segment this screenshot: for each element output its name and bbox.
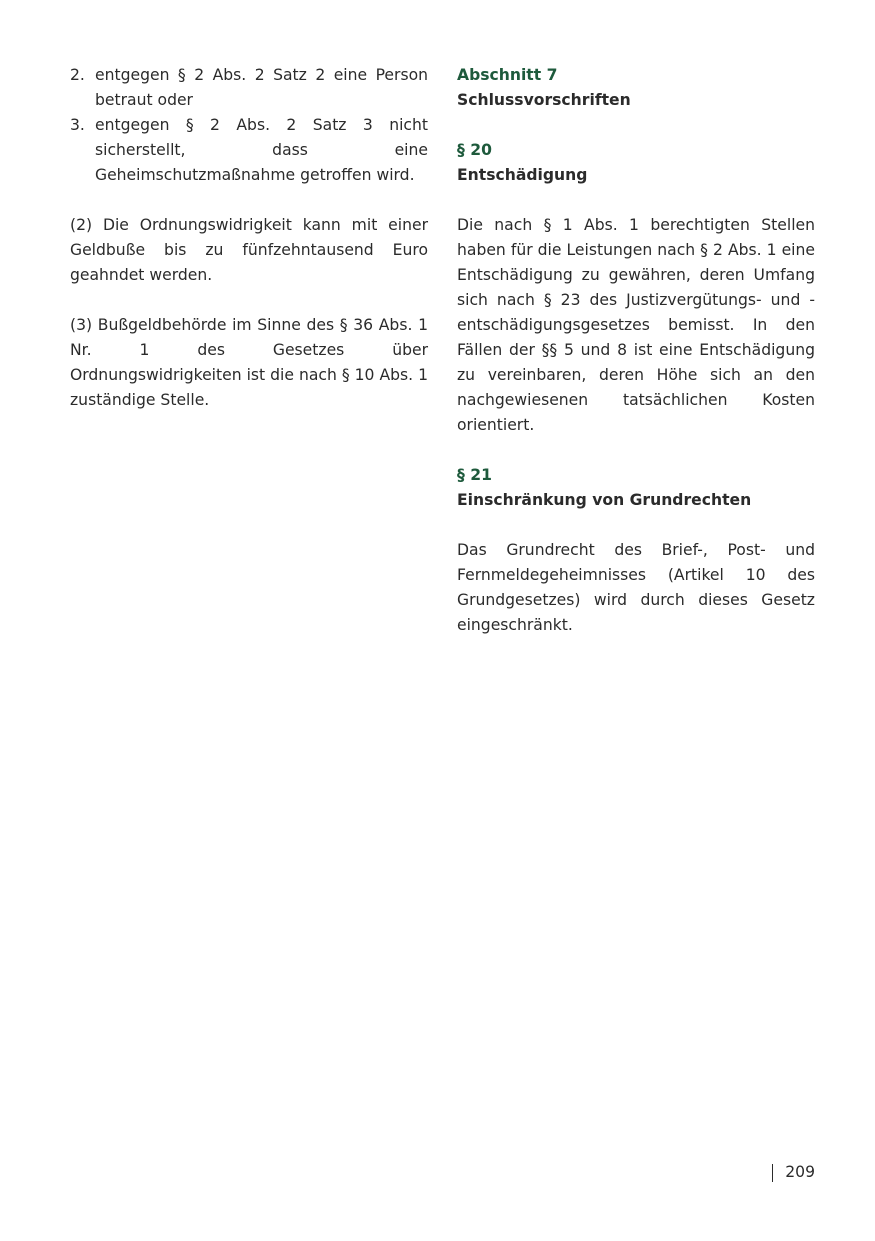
- footer-divider: [772, 1164, 773, 1182]
- offense-list: [70, 63, 428, 188]
- paragraph-20-title: Entschädigung: [457, 166, 588, 184]
- list-item: [70, 63, 428, 113]
- paragraph-21-label: § 21: [457, 466, 492, 484]
- paragraph-20-label: § 20: [457, 141, 492, 159]
- list-item-number: 3.: [70, 116, 85, 134]
- list-item-text: entgegen § 2 Abs. 2 Satz 3 nicht sicherstellt, dass eine Geheimschutzmaßnahme getroffen wird.: [95, 116, 428, 184]
- page-footer: [772, 1160, 815, 1185]
- left-column: [70, 63, 428, 413]
- section-label: Abschnitt 7: [457, 66, 558, 84]
- paragraph-fine: (2) Die Ordnungswidrigkeit kann mit einer Geldbuße bis zu fünfzehntausend Euro geahndet werden.: [70, 216, 428, 284]
- paragraph-21-title: Einschränkung von Grundrechten: [457, 491, 752, 509]
- paragraph-21-text: Das Grundrecht des Brief-, Post- und Fernmeldegeheimnisses (Artikel 10 des Grundgesetzes) wird durch dieses Gesetz eingeschränkt.: [457, 541, 815, 634]
- page-number: 209: [785, 1163, 815, 1181]
- section-title: Schlussvorschriften: [457, 91, 631, 109]
- list-item-number: 2.: [70, 66, 85, 84]
- right-column: [457, 63, 815, 638]
- list-item: [70, 113, 428, 188]
- paragraph-authority: (3) Bußgeldbehörde im Sinne des § 36 Abs. 1 Nr. 1 des Gesetzes über Ordnungswidrigkeiten ist die nach § 10 Abs. 1 zuständige Stelle.: [70, 316, 428, 409]
- list-item-text: entgegen § 2 Abs. 2 Satz 2 eine Person betraut oder: [95, 66, 428, 109]
- paragraph-20-text: Die nach § 1 Abs. 1 berechtigten Stellen haben für die Leistungen nach § 2 Abs. 1 eine Entschädigung zu gewähren, deren Umfang sich nach § 23 des Justizvergütungs- und -entschädigungsgesetzes bemisst. In den Fällen der §§ 5 und 8 ist eine Entschädigung zu vereinbaren, deren Höhe sich an den nachgewiesenen tatsächlichen Kosten orientiert.: [457, 216, 815, 434]
